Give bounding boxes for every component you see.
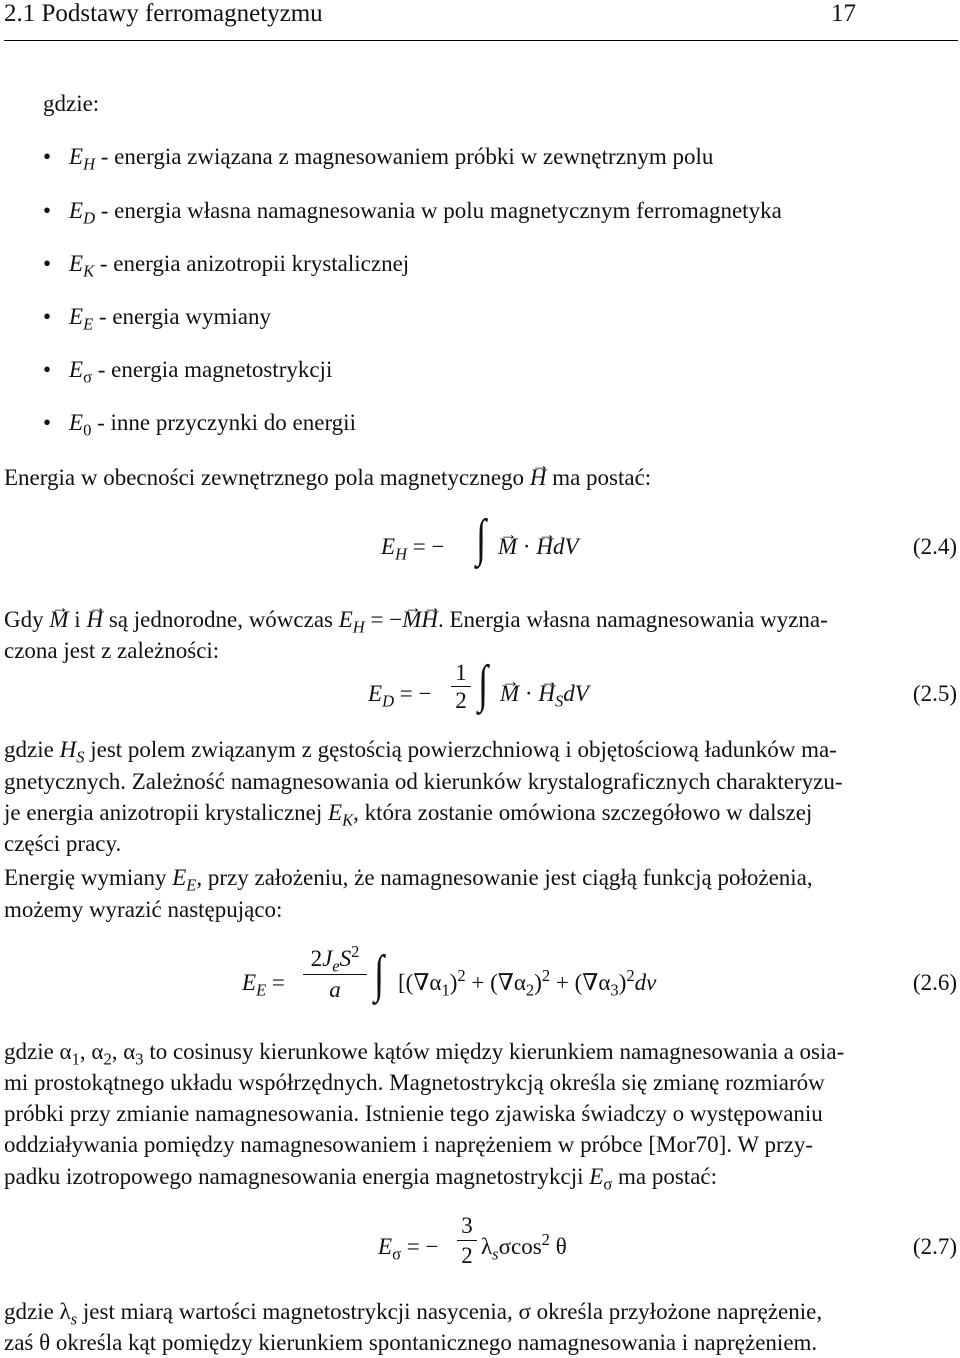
paragraph: Energię wymiany $E_E$, przy założeniu, że namagnesowanie jest ciągłą funkcją położenia, — [4, 865, 813, 895]
paragraph-line: czona jest z zależności: — [4, 638, 220, 663]
fraction: $\frac{3}{2}$ — [457, 1212, 477, 1271]
paragraph: gdzie $\alpha_1$, $\alpha_2$, $\alpha_3$ to cosinusy kierunkowe kątów między kierunkiem namagnesowania a osia- — [4, 1039, 845, 1069]
paragraph: gdzie $H_S$ jest polem związanym z gęstością powierzchniową i objętościową ładunków ma- — [4, 737, 837, 767]
section-title: 2.1 Podstawy ferromagnetyzmu — [4, 0, 323, 27]
list-item: • $E_H$ - energia związana z magnesowaniem próbki w zewnętrznym polu — [43, 144, 714, 174]
paragraph: Gdy → M i → H są jednorodne, wówczas $E_H$ = −→ M→ H. Energia własna namagnesowania wyzna- — [4, 605, 828, 635]
bullet-icon: • — [43, 251, 52, 276]
paragraph-line: gnetycznych. Zależność namagnesowania od kierunków krystalograficznych charakteryzu- — [4, 769, 843, 794]
integral-sign: ∫ — [374, 946, 385, 1003]
page-number: 17 — [831, 0, 856, 27]
equation-number: (2.4) — [912, 534, 957, 559]
paragraph-line: padku izotropowego namagnesowania energia magnetostrykcji $E_\sigma$ ma postać: — [4, 1164, 717, 1194]
bullet-icon: • — [43, 304, 52, 329]
list-item: • $E_0$ - inne przyczynki do energii — [43, 410, 356, 440]
running-header — [4, 0, 958, 41]
fraction: $\frac{1}{2}$ — [451, 660, 471, 715]
bullet-icon: • — [43, 198, 52, 223]
paragraph: Energia w obecności zewnętrznego pola magnetycznego → H ma postać: — [4, 463, 651, 493]
paragraph-line: próbki przy zmianie namagnesowania. Istnienie tego zjawiska świadczy o występowaniu — [4, 1101, 823, 1126]
equation-number: (2.7) — [912, 1234, 957, 1259]
fraction: $2J_eS^2$ a — [303, 944, 367, 1005]
paragraph: gdzie $\lambda_s$ jest miarą wartości magnetostrykcji nasycenia, σ określa przyłożone naprężenie, — [4, 1299, 823, 1329]
paragraph-line: je energia anizotropii krystalicznej $E_K$, która zostanie omówiona szczegółowo w dalszej — [4, 800, 813, 830]
equation-number: (2.6) — [912, 970, 957, 995]
paragraph-line: oddziaływania pomiędzy namagnesowaniem i naprężeniem w próbce [Mor70]. W przy- — [4, 1132, 813, 1157]
list-item: • $E_D$ - energia własna namagnesowania w polu magnetycznym ferromagnetyka — [43, 198, 782, 228]
paragraph-line: zaś θ określa kąt pomiędzy kierunkiem spontanicznego namagnesowania i naprężeniem. — [4, 1330, 818, 1355]
list-item: • $E_E$ - energia wymiany — [43, 304, 271, 334]
list-item: • $E_K$ - energia anizotropii krystalicznej — [43, 251, 410, 281]
paragraph-line: możemy wyrazić następująco: — [4, 897, 283, 922]
paragraph-line: części pracy. — [4, 831, 122, 856]
bullet-icon: • — [43, 144, 52, 169]
list-item: • $E_\sigma$ - energia magnetostrykcji — [43, 357, 333, 387]
paragraph-line: mi prostokątnego układu współrzędnych. Magnetostrykcją określa się zmianę rozmiarów — [4, 1070, 825, 1095]
intro-text: gdzie: — [43, 91, 100, 116]
integral-sign: ∫ — [478, 656, 489, 713]
bullet-icon: • — [43, 357, 52, 382]
bullet-icon: • — [43, 410, 52, 435]
equation-number: (2.5) — [912, 681, 957, 706]
integral-sign: ∫ — [476, 510, 487, 567]
